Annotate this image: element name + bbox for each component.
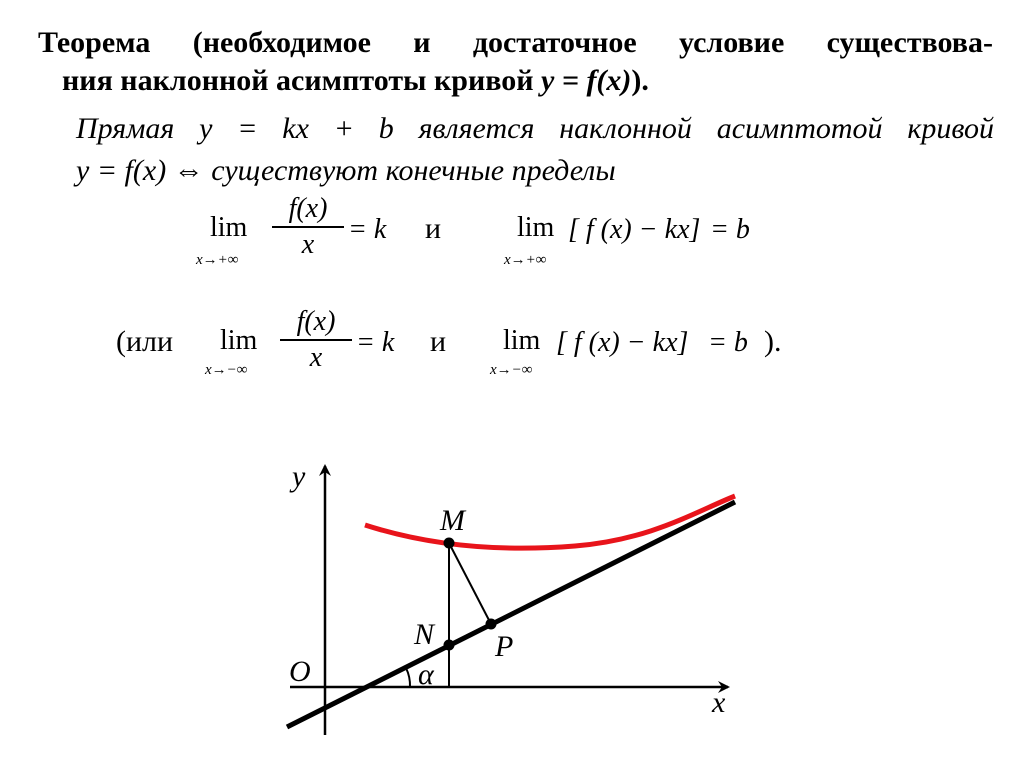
fraction-numerator: f(x) [272,192,344,228]
close-paren: ). [764,325,782,358]
iff-symbol: ⇔ [173,154,204,187]
lim-subscript-minus-inf-2: x→−∞ [490,362,533,378]
point-n-label: N [414,618,435,651]
lim-subscript-plus-inf: x→+∞ [196,252,239,268]
point-p [486,619,497,630]
lim-word: lim [220,325,258,356]
fraction-denominator: x [309,342,323,373]
angle-arc [406,668,410,687]
equals-b-2: = b [708,327,748,358]
lim-word: lim [503,325,541,356]
statement-rest: существуют конечные пределы [203,154,616,187]
theorem-line-2-end: ). [631,64,649,97]
segment-mp [449,543,491,624]
theorem-line-1: Теорема (необходимое и достаточное условие существова- [38,26,993,59]
or-open: (или [116,325,174,358]
bracket-expression-1: [ f (x) − kx] [568,214,701,245]
origin-label: O [289,655,311,688]
asymptote-line [287,502,735,727]
angle-alpha-label: α [418,658,434,691]
lim-word: lim [517,212,555,243]
and-word-1: и [425,212,442,245]
point-p-label: P [495,630,514,663]
statement-curve: y = f(x) [76,154,167,187]
equals-b-1: = b [710,214,750,245]
point-n [444,640,455,651]
curve-f [365,496,735,548]
y-axis-label: y [292,460,306,493]
lim-word: lim [210,212,248,243]
theorem-line-2-text: ния наклонной асимптоты кривой [62,64,542,97]
fraction-numerator: f(x) [280,305,352,341]
lim-subscript-plus-inf-2: x→+∞ [504,252,547,268]
equals-k-2: = k [356,327,395,358]
point-m-label: M [440,504,465,537]
x-axis-label: x [712,686,726,719]
statement-line-1: Прямая y = kx + b является наклонной асимптотой кривой [76,112,994,145]
and-word-2: и [430,325,447,358]
fraction-denominator: x [301,229,315,260]
lim-subscript-minus-inf: x→−∞ [205,362,248,378]
bracket-expression-2: [ f (x) − kx] [556,327,689,358]
theorem-curve-formula: y = f(x) [541,64,632,97]
equals-k: = k [348,214,387,245]
point-m [444,538,455,549]
